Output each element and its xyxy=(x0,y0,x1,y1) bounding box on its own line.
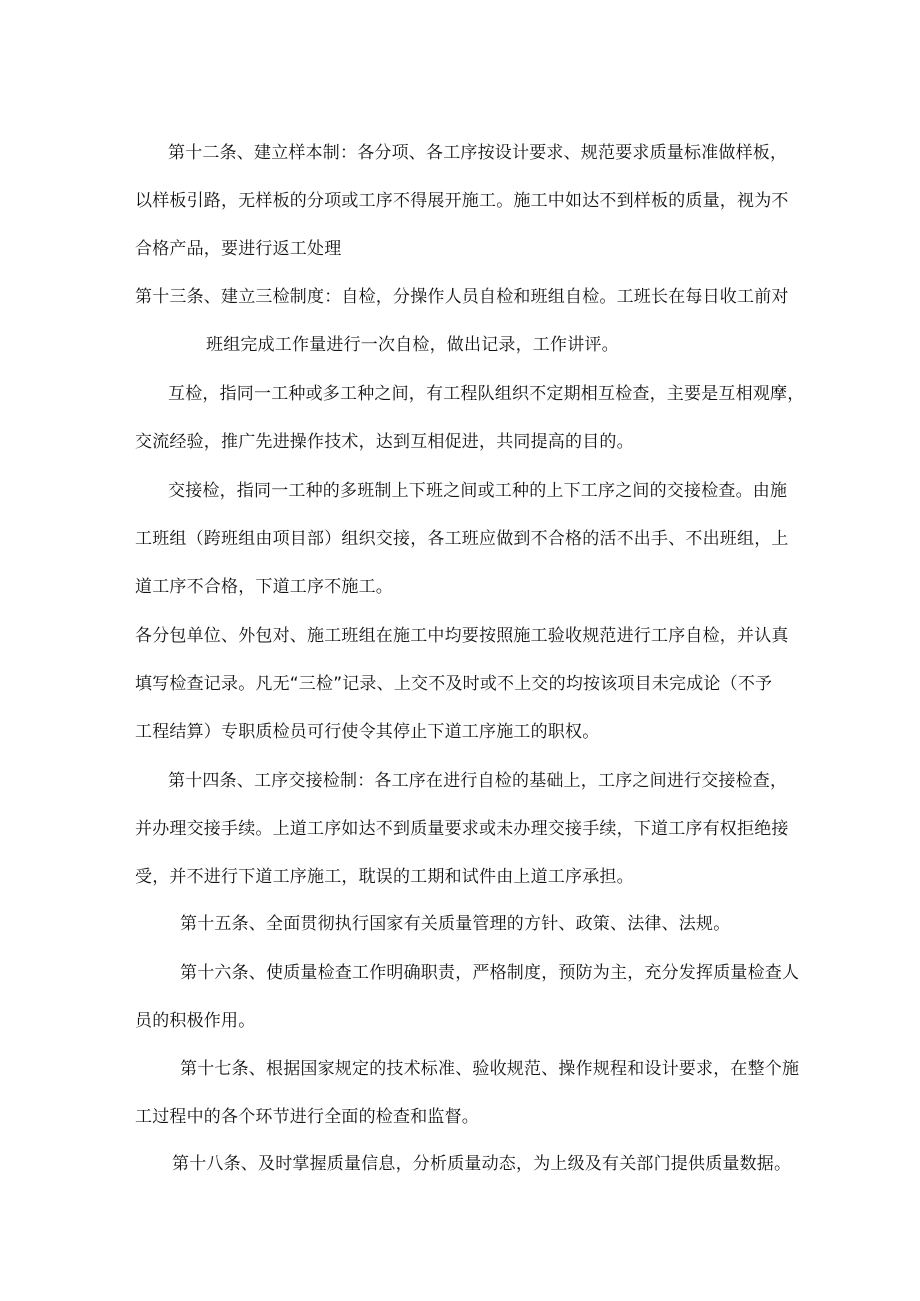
article-14-line-2: 并办理交接手续。上道工序如达不到质量要求或未办理交接手续，下道工序有权拒绝接 xyxy=(135,819,789,839)
article-12-line-1: 第十二条、建立样本制：各分项、各工序按设计要求、规范要求质量标准做样板， xyxy=(168,143,788,163)
article-16-line-1: 第十六条、使质量检查工作明确职责，严格制度，预防为主，充分发挥质量检查人 xyxy=(180,963,800,983)
subcontract-line-2: 填写检查记录。凡无“三检”记录、上交不及时或不上交的均按该项目未完成论（不予 xyxy=(135,674,773,694)
article-17-line-1: 第十七条、根据国家规定的技术标准、验收规范、操作规程和设计要求，在整个施 xyxy=(180,1059,800,1079)
article-14-line-1: 第十四条、工序交接检制：各工序在进行自检的基础上，工序之间进行交接检查， xyxy=(168,771,788,791)
handover-check-line-3: 道工序不合格，下道工序不施工。 xyxy=(135,577,393,597)
article-18-line-1: 第十八条、及时掌握质量信息，分析质量动态，为上级及有关部门提供质量数据。 xyxy=(172,1154,792,1174)
article-15-line-1: 第十五条、全面贯彻执行国家有关质量管理的方针、政策、法律、法规。 xyxy=(180,914,731,934)
article-17-line-2: 工过程中的各个环节进行全面的检查和监督。 xyxy=(135,1107,479,1127)
article-13-line-2: 班组完成工作量进行一次自检，做出记录，工作讲评。 xyxy=(206,335,619,355)
subcontract-line-3: 工程结算）专职质检员可行使令其停止下道工序施工的职权。 xyxy=(135,722,600,742)
handover-check-line-2: 工班组（跨班组由项目部）组织交接，各工班应做到不合格的活不出手、不出班组，上 xyxy=(135,529,789,549)
article-12-line-3: 合格产品，要进行返工处理 xyxy=(135,239,342,259)
handover-check-line-1: 交接检，指同一工种的多班制上下班之间或工种的上下工序之间的交接检查。由施 xyxy=(168,481,788,501)
mutual-check-line-2: 交流经验，推广先进操作技术，达到互相促进，共同提高的目的。 xyxy=(135,432,634,452)
mutual-check-line-1: 互检，指同一工种或多工种之间，有工程队组织不定期相互检查，主要是互相观摩， xyxy=(168,384,805,404)
article-16-line-2: 员的积极作用。 xyxy=(135,1011,256,1031)
article-14-line-3: 受，并不进行下道工序施工，耽误的工期和试件由上道工序承担。 xyxy=(135,867,634,887)
article-12-line-2: 以样板引路，无样板的分项或工序不得展开施工。施工中如达不到样板的质量，视为不 xyxy=(135,191,789,211)
article-13-line-1: 第十三条、建立三检制度：自检，分操作人员自检和班组自检。工班长在每日收工前对 xyxy=(135,287,789,307)
subcontract-line-1: 各分包单位、外包对、施工班组在施工中均要按照施工验收规范进行工序自检，并认真 xyxy=(135,626,789,646)
